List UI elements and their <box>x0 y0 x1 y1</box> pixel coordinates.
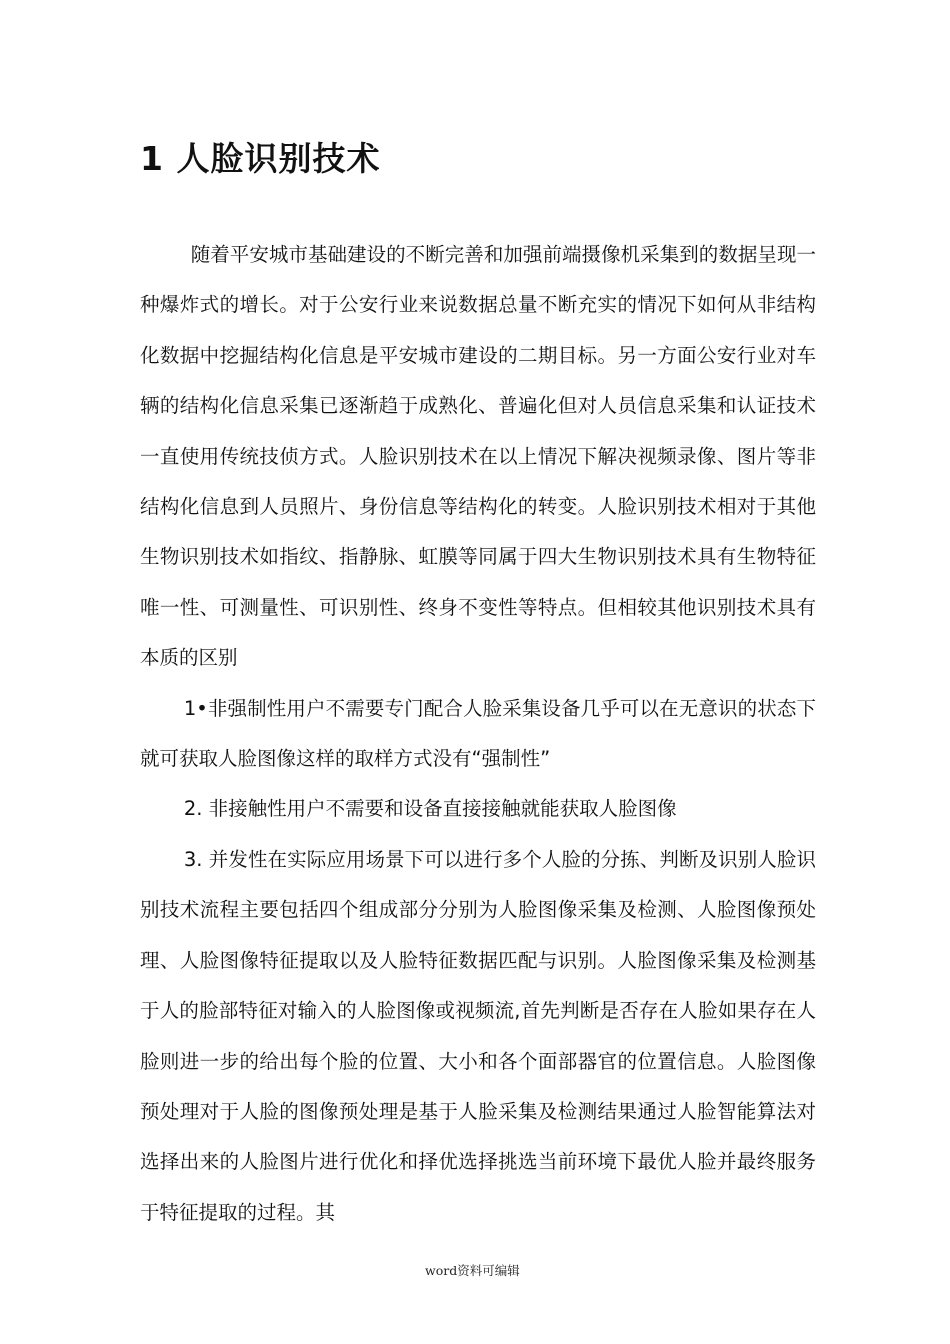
page-footer: word资料可编辑 <box>425 1263 520 1278</box>
paragraph-point-1: 1•非强制性用户不需要专门配合人脸采集设备几乎可以在无意识的状态下就可获取人脸图像这样的取样方式没有“强制性” <box>140 696 816 771</box>
body-text <box>140 230 816 1238</box>
paragraph-intro: 随着平安城市基础建设的不断完善和加强前端摄像机采集到的数据呈现一种爆炸式的增长。对于公安行业来说数据总量不断充实的情况下如何从非结构化数据中挖掘结构化信息是平安城市建设的二期目标。另一方面公安行业对车辆的结构化信息采集已逐渐趋于成熟化、普遍化但对人员信息采集和认证技术一直使用传统技侦方式。人脸识别技术在以上情况下解决视频录像、图片等非结构化信息到人员照片、身份信息等结构化的转变。人脸识别技术相对于其他生物识别技术如指纹、指静脉、虹膜等同属于四大生物识别技术具有生物特征唯一性、可测量性、可识别性、终身不变性等特点。但相较其他识别技术具有本质的区别 <box>140 243 816 670</box>
paragraph-point-3: 3. 并发性在实际应用场景下可以进行多个人脸的分拣、判断及识别人脸识别技术流程主要包括四个组成部分分别为人脸图像采集及检测、人脸图像预处理、人脸图像特征提取以及人脸特征数据匹配与识别。人脸图像采集及检测基于人的脸部特征对输入的人脸图像或视频流,首先判断是否存在人脸如果存在人脸则进一步的给出每个脸的位置、大小和各个面部器官的位置信息。人脸图像预处理对于人脸的图像预处理是基于人脸采集及检测结果通过人脸智能算法对选择出来的人脸图片进行优化和择优选择挑选当前环境下最优人脸并最终服务于特征提取的过程。其 <box>140 847 816 1224</box>
paragraph-point-2: 2. 非接触性用户不需要和设备直接接触就能获取人脸图像 <box>183 797 677 821</box>
section-heading: 1 人脸识别技术 <box>140 139 381 178</box>
